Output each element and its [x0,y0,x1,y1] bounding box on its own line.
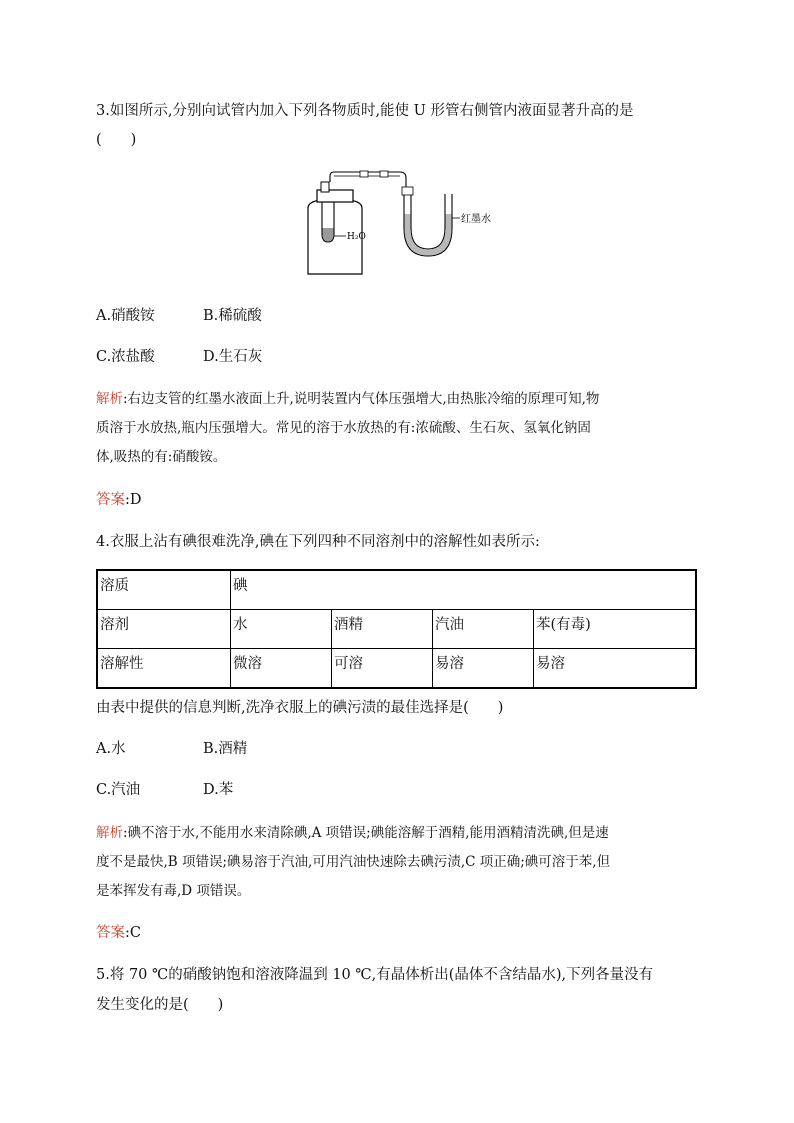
q5-line1: 5.将 70 ℃的硝酸钠饱和溶液降温到 10 ℃,有晶体析出(晶体不含结晶水),下列各量没有 [96,967,654,983]
solution-tag: 解析 [96,825,123,841]
solution-line: 质溶于水放热,瓶内压强增大。常见的溶于水放热的有:浓硫酸、生石灰、氢氧化钠固 [96,420,591,436]
table-cell: 易溶 [433,648,534,688]
h2o-label: H₂O [347,232,366,242]
q3-option-b: B.稀硫酸 [203,308,262,324]
table-row [97,610,696,649]
q4-option-c: C.汽油 [96,782,141,798]
solution-line: 体,吸热的有:硝酸铵。 [96,449,227,465]
solution-line: 度不是最快,B 项错误;碘易溶于汽油,可用汽油快速除去碘污渍,C 项正确;碘可溶于苯,但 [96,854,611,870]
table-cell: 溶解性 [97,648,231,688]
answer-value: :C [125,925,141,941]
answer-value: :D [125,492,142,508]
q3-solution [96,385,700,472]
q4-answer [96,923,141,943]
table-cell: 易溶 [534,648,697,688]
q4-question: 由表中提供的信息判断,洗净衣服上的碘污渍的最佳选择是( ) [96,700,504,716]
solubility-table [96,569,697,689]
table-row [97,570,696,610]
q4-option-b: B.酒精 [203,741,248,757]
q4-option-a: A.水 [96,741,126,757]
q3-option-d: D.生石灰 [203,349,263,365]
q3-answer [96,490,142,510]
q4-solution [96,819,700,906]
q4-option-d: D.苯 [203,782,234,798]
q3-option-c: C.浓盐酸 [96,349,155,365]
table-cell: 可溶 [332,648,433,688]
solution-tag: 解析 [96,391,123,407]
q4-stem: 4.衣服上沾有碘很难洗净,碘在下列四种不同溶剂中的溶解性如表所示: [96,534,540,550]
answer-tag: 答案 [96,925,125,941]
solution-line: :碘不溶于水,不能用水来清除碘,A 项错误;碘能溶解于酒精,能用酒精清洗碘,但是速 [123,825,609,841]
table-row [97,648,696,688]
table-cell: 溶质 [97,570,231,610]
ink-label: 红墨水 [461,214,491,225]
table-cell: 微溶 [231,648,332,688]
q3-option-a: A.硝酸铵 [96,308,155,324]
q5-line2: 发生变化的是( ) [96,997,224,1013]
solution-line: 是苯挥发有毒,D 项错误。 [96,883,251,899]
table-cell: 水 [231,610,332,649]
table-cell: 碘 [231,570,697,610]
answer-tag: 答案 [96,492,125,508]
solution-line: :右边支管的红墨水液面上升,说明装置内气体压强增大,由热胀冷缩的原理可知,物 [123,391,600,407]
apparatus-figure [290,170,520,280]
table-cell: 溶剂 [97,610,231,649]
table-cell: 苯(有毒) [534,610,697,649]
table-cell: 汽油 [433,610,534,649]
table-cell: 酒精 [332,610,433,649]
q3-stem: 3.如图所示,分别向试管内加入下列各物质时,能使 U 形管右侧管内液面显著升高的是 [96,103,634,119]
q3-paren: ( ) [96,132,137,148]
